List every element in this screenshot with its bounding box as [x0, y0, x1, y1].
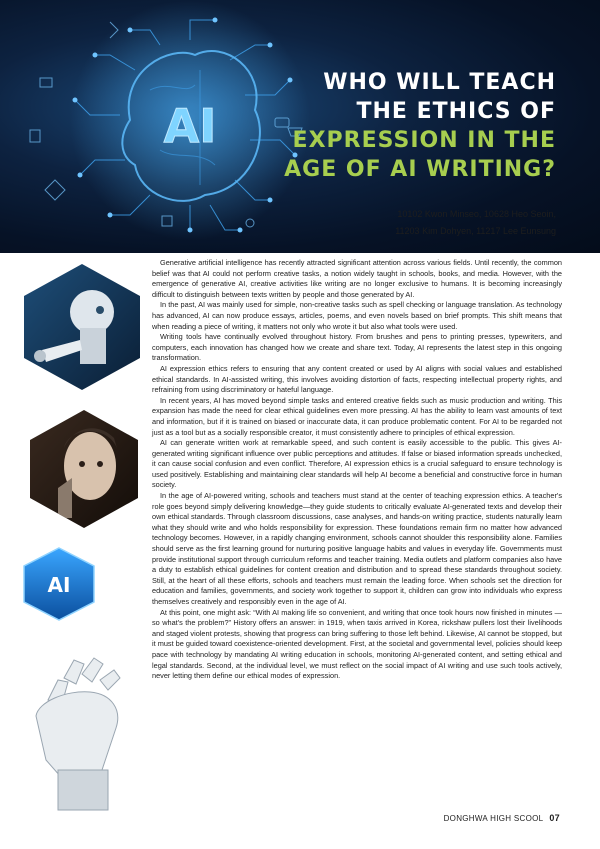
title-line-4: AGE OF AI WRITING? — [284, 157, 556, 182]
authors-line-2: 11203 Kim Dohyen, 11217 Lee Eunsung — [395, 226, 556, 236]
paragraph: In recent years, AI has moved beyond simple tasks and entered creative fields such as music production and writing. This expansion has made the need for clear ethical guidelines even more pressing. AI has the ability to learn vast amounts of text and information, but if it is trained on biased or inaccurate data, it can produce problematic content. For AI to be regarded not just as a tool but as a socially responsible creator, it must consistently adhere to principles of ethical expression. — [152, 395, 562, 437]
ai-chip-label: AI — [47, 573, 71, 597]
android-face-hex-image — [28, 408, 140, 530]
ai-brain-label: AI — [163, 99, 217, 153]
title-line-1: WHO WILL TEACH — [323, 70, 556, 95]
paragraph: Writing tools have continually evolved throughout history. From brushes and pens to printing presses, typewriters, and computers, each innovation has changed how we create and share text. Today, AI represents the latest step in this ongoing transformation. — [152, 332, 562, 363]
page-number: 07 — [549, 813, 560, 823]
authors-line-1: 10102 Kwon Minseo, 10628 Heo Seoin, — [397, 209, 556, 219]
paragraph: AI can generate written work at remarkable speed, and such content is easily accessible to the public. This gives AI-generated writing significant influence over public perceptions and attitudes. If false or biased information spreads unchecked, it can cause social confusion and even conflict. Therefore, AI expression ethics is a crucial safeguard to ensure technology is used positively. Establishing and maintaining clear standards will help AI become a beneficial and constructive force in human society. — [152, 438, 562, 490]
robot-arm-hex-image — [22, 262, 142, 392]
article-body — [152, 258, 562, 682]
author-credits — [296, 206, 556, 240]
paragraph: Generative artificial intelligence has recently attracted significant attention across various fields. Until recently, the common belief was that AI could not perform creative tasks, a notion widely taught in schools, books, and media. However, with the emergence of generative AI, creative activities like writing are no longer exclusive to humans. It is becoming increasingly difficult to distinguish between texts written by people and those generated by AI. — [152, 258, 562, 299]
school-name: DONGHWA HIGH SCOOL — [443, 814, 544, 823]
title-line-3: EXPRESSION IN THE — [292, 128, 556, 153]
paragraph: At this point, one might ask: “With AI making life so convenient, and writing that once took hours now finished in minutes — so what's the problem?” History offers an answer: in 1919, when taxis arrived in Korea, rickshaw pullers lost their livelihoods and staged violent protests, showing that progress can bring suffering to those left behind. Likewise, AI cannot be stopped, but it must be guided toward coexistence-oriented development. First, at the societal and governmental level, policies should keep pace with technology by mandating AI writing education in schools, monitoring AI-generated content, and setting ethical and legal standards. Second, at the individual level, we must reflect on the social impact of AI writing and use such tools actively, never letting them define our ethical modes of expression. — [152, 607, 562, 681]
page-footer — [444, 813, 560, 823]
paragraph: In the age of AI-powered writing, schools and teachers must stand at the center of teaching expression ethics. A teacher's role goes beyond simply delivering knowledge—they guide students to critically evaluate AI-generated texts and develop their own ethical standards. Through classroom discussions, case analyses, and hands-on writing practice, students naturally learn what they should write and who holds responsibility for expression. These foundations remain firm no matter how advanced technology becomes. However, in a rapidly changing environment, schools cannot shoulder this responsibility alone. Families should serve as the first learning ground for nurturing positive language habits and values in everyday life. Governments must provide institutional support through curriculum reforms and teacher training. Media outlets and platform companies also have a duty to establish ethical guidelines for content creation and distribution and to spread these standards throughout society. Still, at the heart of all these efforts, schools and teachers must remain the leading force. When schools set the direction for education and families, governments, and society work together to support it, children can grow into individuals who express themselves creatively and responsibly even in the age of AI. — [152, 491, 562, 606]
paragraph: In the past, AI was mainly used for simple, non-creative tasks such as spell checking or language translation. As technology has advanced, AI can now produce essays, articles, poems, and even novels based on brief prompts. This shift means that when reading a piece of writing, it matters not only who wrote it but also what tools were used. — [152, 300, 562, 331]
title-line-2: THE ETHICS OF — [356, 99, 556, 124]
robot-hand-image — [28, 620, 148, 815]
article-title — [256, 68, 556, 184]
paragraph: AI expression ethics refers to ensuring that any content created or used by AI aligns with social values and established ethical standards. In AI-assisted writing, this involves avoiding distortion of facts, respecting intellectual property rights, and refraining from using discriminatory or hateful language. — [152, 363, 562, 395]
ai-chip-badge — [22, 546, 96, 622]
